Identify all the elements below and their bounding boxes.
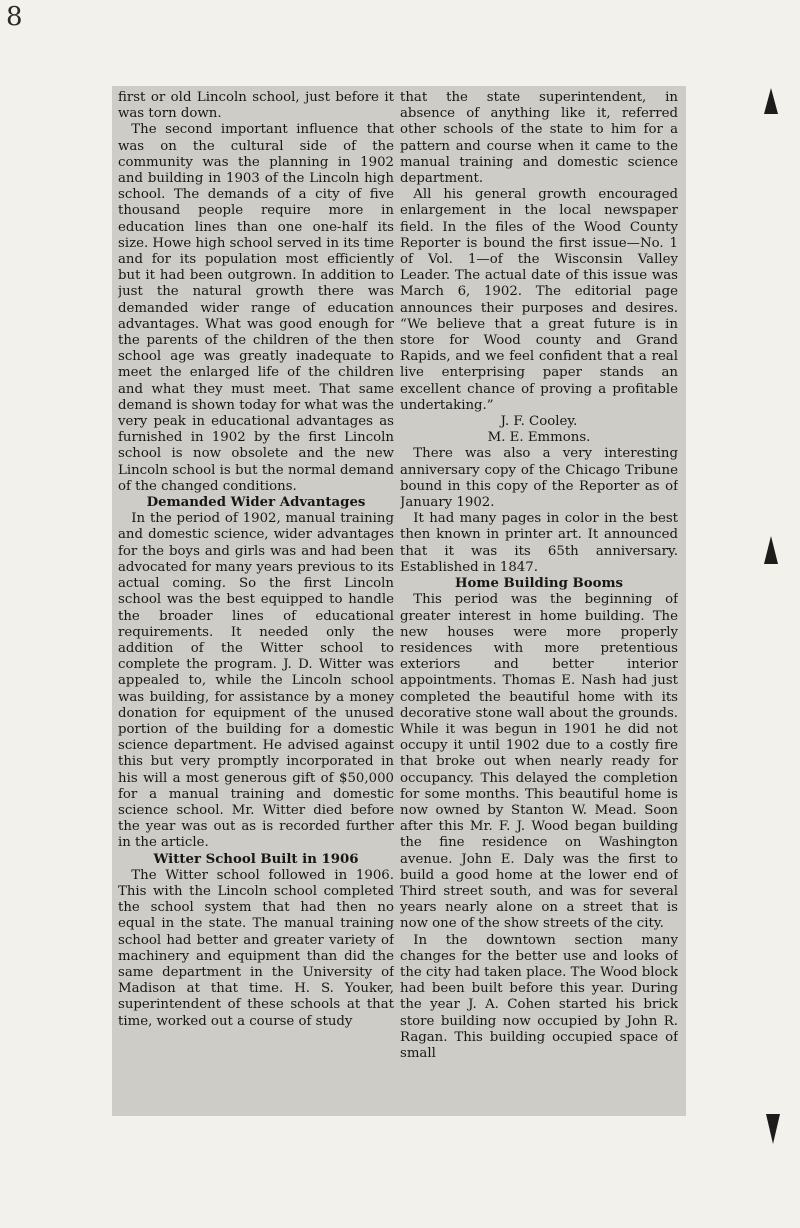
arrow-up-mark-icon [764,88,778,114]
paragraph: that the state superintendent, in absence of anything like it, referred other schools of the state to him for a pattern and course when it came to the manual training and domestic science department. [400,90,678,187]
signature-line: J. F. Cooley. [500,414,578,430]
section-heading: Demanded Wider Advantages [146,495,366,511]
section-heading: Witter School Built in 1906 [153,851,359,867]
page-number: 8 [6,2,23,32]
paragraph: It had many pages in color in the best then known in printer art. It announced that it was its 65th anniversary. Established in 1847. [400,511,678,575]
article-column-right [400,90,678,1114]
paragraph: This period was the beginning of greater interest in home building. The new houses were more properly residences with more pretentious exteriors and better interior appointments. Thomas E. Nash had just completed the beautiful home with its decorative stone wall about the grounds. While it was begun in 1901 he did not occupy it until 1902 due to a costly fire that broke out when nearly ready for occupancy. This delayed the completion for some months. This beautiful home is now owned by Stanton W. Mead. Soon after this Mr. F. J. Wood began building the fine residence on Washington avenue. John E. Daly was the first to build a good home at the lower end of Third street south, and was for several years nearly alone on a street that is now one of the show streets of the city. [400,592,678,932]
arrow-up-mark-icon [764,536,778,564]
paragraph: In the downtown section many changes for the better use and looks of the city had taken place. The Wood block had been built before this year. During the year J. A. Cohen started his brick store building now occupied by John R. Ragan. This building occupied space of small [400,932,678,1061]
paragraph: All his general growth encouraged enlargement in the local newspaper field. In the files of the Wood County Reporter is bound the first issue—No. 1 of Vol. 1—of the Wisconsin Valley Leader. The actual date of this issue was March 6, 1902. The editorial page announces their purposes and desires. “We believe that a great future is in store for Wood county and Grand Rapids, and we feel confident that a real live enterprising paper stands an excellent chance of proving a profitable undertaking.” [400,187,678,413]
paragraph: The second important influence that was on the cultural side of the community was the planning in 1902 and building in 1903 of the Lincoln high school. The demands of a city of five thousand people require more in education lines than one one-half its size. Howe high school served in its time and for its population most efficiently but it had been outgrown. In addition to just the natural growth there was demanded wider range of education advantages. What was good enough for the parents of the children of the then school age was greatly inadequate to meet the enlarged life of the children and what they must meet. That same demand is shown today for what was the very peak in educational advantages as furnished in 1902 by the first Lincoln school is now obsolete and the new Lincoln school is but the normal demand of the changed conditions. [118,122,394,494]
section-heading: Home Building Booms [454,576,624,592]
paragraph: first or old Lincoln school, just before it was torn down. [118,90,394,122]
paragraph: In the period of 1902, manual training and domestic science, wider advantages for the boys and girls was and had been advocated for many years previous to its actual coming. So the first Lincoln school was the best equipped to handle the broader lines of educational requirements. It needed only the addition of the Witter school to complete the program. J. D. Witter was appealed to, while the Lincoln school was building, for assistance by a money donation for equipment of the unused portion of the building for a domestic science department. He advised against this but very promptly incorporated in his will a most generous gift of $50,000 for a manual training and domestic science school. Mr. Witter died before the year was out as is recorded further in the article. [118,511,394,851]
arrow-down-mark-icon [766,1114,780,1144]
paragraph: The Witter school followed in 1906. This with the Lincoln school completed the school system that had then no equal in the state. The manual training school had better and greater variety of machinery and equipment than did the same department in the University of Madison at that time. H. S. Youker, superintendent of these schools at that time, worked out a course of study [118,867,394,1029]
article-column-left [118,90,394,1114]
paragraph: There was also a very interesting anniversary copy of the Chicago Tribune bound in this copy of the Reporter as of January 1902. [400,446,678,511]
signature-line: M. E. Emmons. [487,430,591,446]
